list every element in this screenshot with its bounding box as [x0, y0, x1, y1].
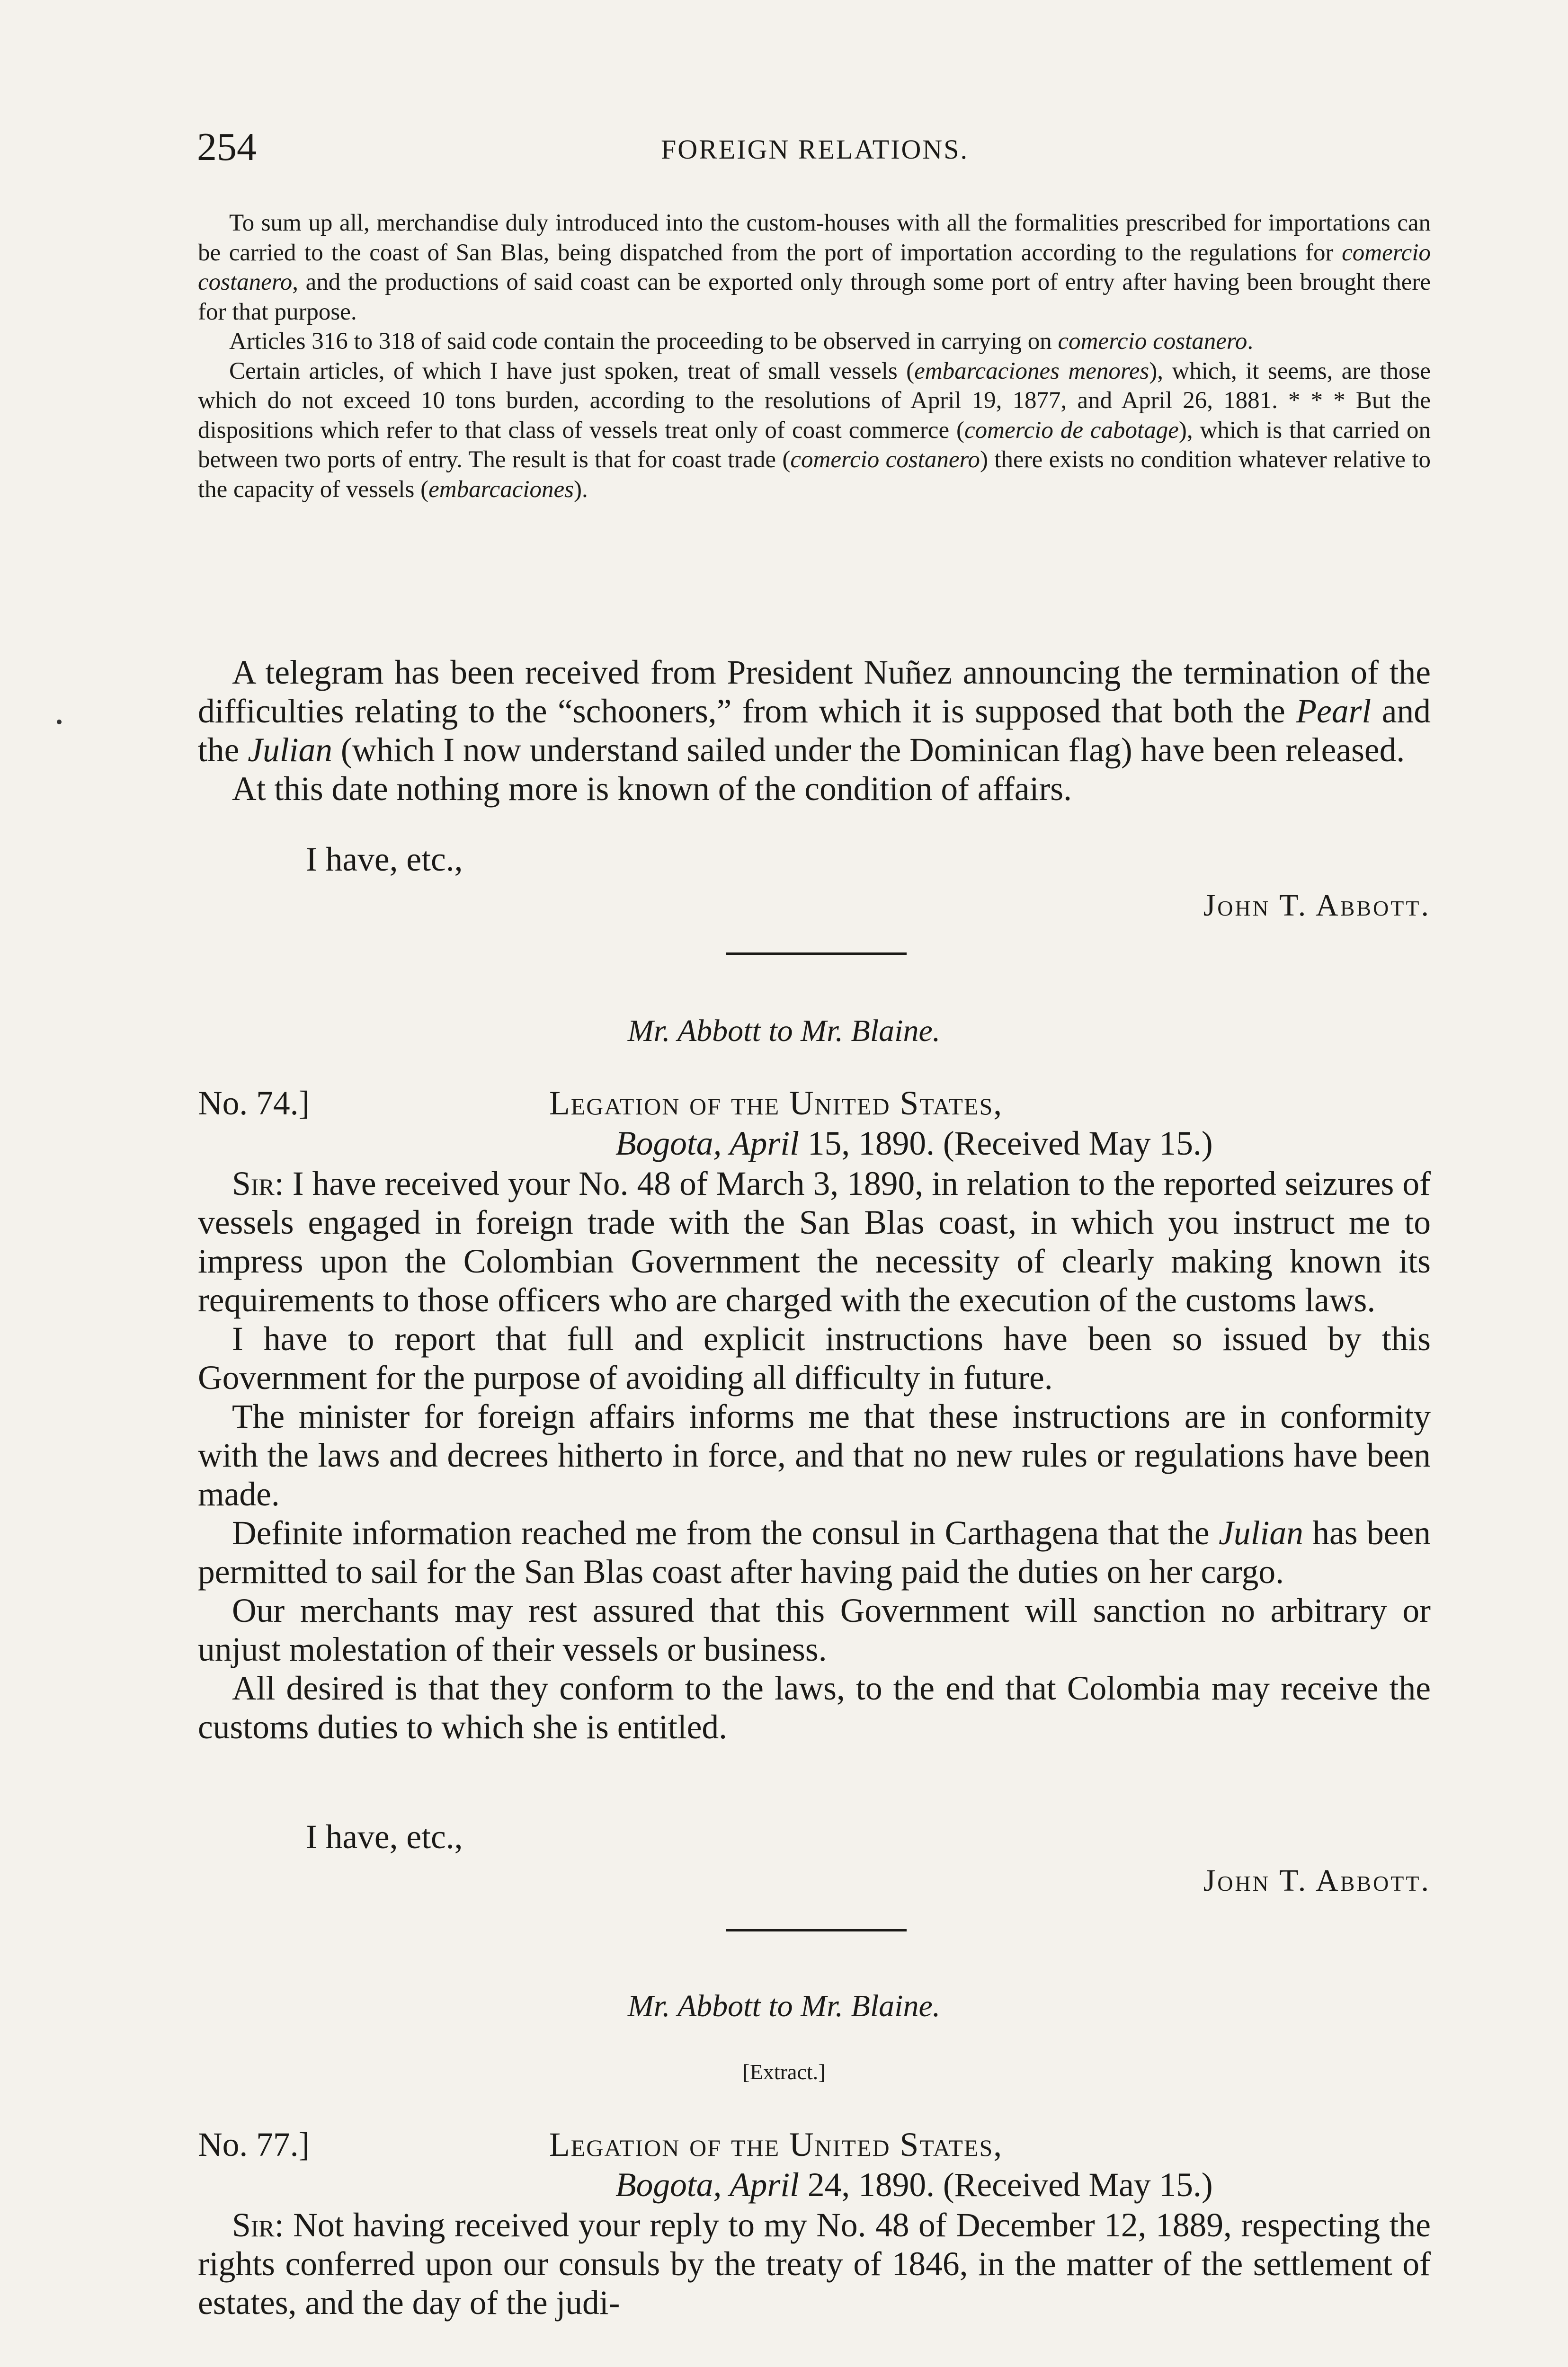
letter2-paragraph-1: Sir: I have received your No. 48 of March 3, 1890, in relation to the reported seizures of vessels engaged in foreign trade with the San Blas coast, in which you instruct me to impress upon the Colombian Government the necessity of clearly making known its requirements to those officers who are charged with the execution of the customs laws.	[198, 1165, 1431, 1319]
letter1-closing: I have, etc.,	[306, 841, 463, 878]
letter3-dateline: Bogota, April 24, 1890. (Received May 15.)	[615, 2166, 1213, 2204]
page-number: 254	[197, 125, 257, 169]
letter2-paragraph-2: I have to report that full and explicit instructions have been so issued by this Government for the purpose of avoiding all difficulty in future.	[198, 1320, 1431, 1397]
section-divider	[726, 952, 907, 955]
letter3-extract-note: [Extract.]	[742, 2060, 826, 2084]
letter1-paragraph-2: At this date nothing more is known of the condition of affairs.	[232, 770, 1072, 808]
letter1-body	[198, 653, 1431, 809]
letter2-number: No. 74.]	[198, 1085, 310, 1122]
letter2-paragraph-5: Our merchants may rest assured that this Government will sanction no arbitrary or unjust molestation of their vessels or business.	[198, 1592, 1431, 1668]
letter3-legation: Legation of the United States,	[549, 2126, 1003, 2163]
letter1-signature: John T. Abbott.	[1203, 888, 1431, 923]
page-header	[197, 124, 1433, 176]
letter2-heading: Mr. Abbott to Mr. Blaine.	[627, 1014, 941, 1048]
letter2-body	[198, 1165, 1431, 1747]
letter2-paragraph-4: Definite information reached me from the consul in Carthagena that the Julian has been permitted to sail for the San Blas coast after having paid the duties on her cargo.	[198, 1514, 1431, 1591]
margin-speck	[57, 720, 62, 724]
letter2-legation: Legation of the United States,	[549, 1085, 1003, 1122]
small-paragraph-1: To sum up all, merchandise duly introduced into the custom-houses with all the formalities prescribed for importations can be carried to the coast of San Blas, being dispatched from the port of importation according to the regulations for comercio costanero, and the productions of said coast can be exported only through some port of entry after having been brought there for that purpose.	[198, 210, 1431, 325]
letter3-number: No. 77.]	[198, 2126, 310, 2163]
letter1-paragraph-1: A telegram has been received from President Nuñez announcing the termination of the difficulties relating to the “schooners,” from which it is supposed that both the Pearl and the Julian (which I now understand sailed under the Dominican flag) have been released.	[198, 654, 1431, 769]
small-paragraph-2: Articles 316 to 318 of said code contain the proceeding to be observed in carrying on comercio costanero.	[229, 328, 1254, 355]
letter2-closing: I have, etc.,	[306, 1818, 463, 1856]
letter3-body	[198, 2206, 1431, 2323]
letter2-dateline: Bogota, April 15, 1890. (Received May 15.)	[615, 1125, 1213, 1162]
letter3-heading: Mr. Abbott to Mr. Blaine.	[627, 1989, 941, 2023]
running-head: FOREIGN RELATIONS.	[660, 134, 969, 165]
letter2-paragraph-6: All desired is that they conform to the laws, to the end that Colombia may receive the customs duties to which she is entitled.	[198, 1670, 1431, 1746]
letter2-signature: John T. Abbott.	[1203, 1863, 1431, 1898]
letter2-paragraph-3: The minister for foreign affairs informs me that these instructions are in conformity with the laws and decrees hitherto in force, and that no new rules or regulations have been made.	[198, 1398, 1431, 1513]
small-paragraph-3: Certain articles, of which I have just spoken, treat of small vessels (embarcaciones menores), which, it seems, are those which do not exceed 10 tons burden, according to the resolutions of April 19, 1877, and April 26, 1881. * * * But the dispositions which refer to that class of vessels treat only of coast commerce (comercio de cabotage), which is that carried on between two ports of entry. The result is that for coast trade (comercio costanero) there exists no condition whatever relative to the capacity of vessels (embarcaciones).	[198, 357, 1431, 503]
extract-small-print	[198, 208, 1431, 504]
letter3-paragraph-1: Sir: Not having received your reply to my No. 48 of December 12, 1889, respecting the rights conferred upon our consuls by the treaty of 1846, in the matter of the settlement of estates, and the day of the judi-	[198, 2207, 1431, 2322]
section-divider-2	[726, 1929, 907, 1931]
